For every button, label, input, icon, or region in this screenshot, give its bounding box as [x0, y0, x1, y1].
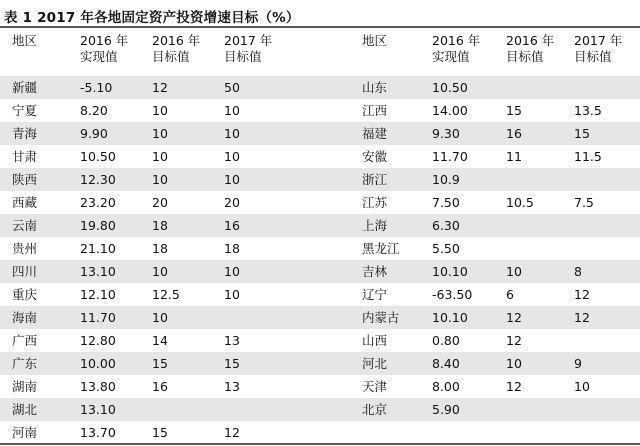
target-2017-cell: 10 [224, 149, 240, 164]
region-cell: 江苏 [362, 195, 388, 210]
table-row [0, 168, 640, 191]
actual-2016-cell: 23.20 [80, 195, 116, 210]
target-2017-cell: 15 [574, 126, 590, 141]
header-region-left: 地区 [12, 33, 38, 48]
table-row [0, 99, 640, 122]
target-2017-cell: 7.5 [574, 195, 594, 210]
actual-2016-cell: 0.80 [432, 333, 460, 348]
region-cell: 湖北 [12, 402, 38, 417]
target-2017-cell: 12 [574, 287, 590, 302]
target-2016-cell: 10 [152, 103, 168, 118]
region-cell: 河南 [12, 425, 38, 440]
region-cell: 北京 [362, 402, 388, 417]
actual-2016-cell: -63.50 [432, 287, 473, 302]
region-cell: 内蒙古 [362, 310, 400, 325]
target-2017-cell: 10 [224, 103, 240, 118]
region-cell: 甘肃 [12, 149, 38, 164]
target-2017-cell: 9 [574, 356, 582, 371]
region-cell: 广东 [12, 356, 38, 371]
actual-2016-cell: 5.90 [432, 402, 460, 417]
table-row [0, 76, 640, 99]
target-2017-cell: 12 [224, 425, 240, 440]
table-row [0, 306, 640, 329]
target-2017-cell: 11.5 [574, 149, 602, 164]
table-body [0, 76, 640, 444]
target-2016-cell: 12 [506, 333, 522, 348]
target-2016-cell: 10 [152, 264, 168, 279]
actual-2016-cell: 19.80 [80, 218, 116, 233]
actual-2016-cell: 13.70 [80, 425, 116, 440]
actual-2016-cell: 12.10 [80, 287, 116, 302]
region-cell: 海南 [12, 310, 38, 325]
header-2016-target-left: 2016 年 目标值 [152, 33, 201, 64]
actual-2016-cell: 10.10 [432, 310, 468, 325]
header-region-right: 地区 [362, 33, 388, 48]
target-2016-cell: 6 [506, 287, 514, 302]
region-cell: 云南 [12, 218, 38, 233]
table-row [0, 122, 640, 145]
target-2016-cell: 12 [506, 310, 522, 325]
actual-2016-cell: 12.80 [80, 333, 116, 348]
target-2016-cell: 15 [152, 425, 168, 440]
target-2016-cell: 12 [506, 379, 522, 394]
region-cell: 山西 [362, 333, 388, 348]
target-2016-cell: 15 [506, 103, 522, 118]
actual-2016-cell: 9.30 [432, 126, 460, 141]
target-2017-cell: 10 [224, 172, 240, 187]
target-2016-cell: 10 [506, 264, 522, 279]
header-2016-actual-left: 2016 年 实现值 [80, 33, 129, 64]
header-2016-target-right: 2016 年 目标值 [506, 33, 555, 64]
actual-2016-cell: 10.50 [80, 149, 116, 164]
actual-2016-cell: 10.50 [432, 80, 468, 95]
table-title: 表 1 2017 年各地固定资产投资增速目标（%） [4, 10, 300, 26]
target-2016-cell: 12 [152, 80, 168, 95]
region-cell: 青海 [12, 126, 38, 141]
region-cell: 新疆 [12, 80, 38, 95]
region-cell: 浙江 [362, 172, 388, 187]
table-header [0, 30, 640, 74]
actual-2016-cell: 12.30 [80, 172, 116, 187]
header-2017-target-left: 2017 年 目标值 [224, 33, 273, 64]
target-2017-cell: 50 [224, 80, 240, 95]
target-2017-cell: 8 [574, 264, 582, 279]
table-row [0, 145, 640, 168]
target-2016-cell: 20 [152, 195, 168, 210]
actual-2016-cell: 14.00 [432, 103, 468, 118]
actual-2016-cell: 9.90 [80, 126, 108, 141]
actual-2016-cell: 11.70 [432, 149, 468, 164]
target-2017-cell: 10 [224, 287, 240, 302]
region-cell: 西藏 [12, 195, 38, 210]
target-2016-cell: 11 [506, 149, 522, 164]
actual-2016-cell: 5.50 [432, 241, 460, 256]
table-row [0, 214, 640, 237]
target-2016-cell: 10 [152, 126, 168, 141]
region-cell: 江西 [362, 103, 388, 118]
target-2016-cell: 14 [152, 333, 168, 348]
actual-2016-cell: 8.40 [432, 356, 460, 371]
target-2017-cell: 20 [224, 195, 240, 210]
actual-2016-cell: 10.9 [432, 172, 460, 187]
actual-2016-cell: 13.10 [80, 264, 116, 279]
target-2017-cell: 18 [224, 241, 240, 256]
region-cell: 陕西 [12, 172, 38, 187]
region-cell: 天津 [362, 379, 388, 394]
table-row [0, 329, 640, 352]
table-row [0, 260, 640, 283]
target-2017-cell: 13 [224, 379, 240, 394]
target-2017-cell: 16 [224, 218, 240, 233]
region-cell: 上海 [362, 218, 388, 233]
target-2017-cell: 13.5 [574, 103, 602, 118]
target-2016-cell: 15 [152, 356, 168, 371]
target-2016-cell: 18 [152, 218, 168, 233]
target-2016-cell: 10 [152, 310, 168, 325]
target-2017-cell: 12 [574, 310, 590, 325]
target-2017-cell: 13 [224, 333, 240, 348]
region-cell: 河北 [362, 356, 388, 371]
target-2016-cell: 12.5 [152, 287, 180, 302]
actual-2016-cell: 8.20 [80, 103, 108, 118]
target-2016-cell: 16 [152, 379, 168, 394]
actual-2016-cell: 11.70 [80, 310, 116, 325]
target-2016-cell: 10 [152, 172, 168, 187]
region-cell: 黑龙江 [362, 241, 400, 256]
table-row [0, 421, 640, 444]
region-cell: 辽宁 [362, 287, 388, 302]
table-row [0, 375, 640, 398]
region-cell: 贵州 [12, 241, 38, 256]
actual-2016-cell: 7.50 [432, 195, 460, 210]
region-cell: 湖南 [12, 379, 38, 394]
actual-2016-cell: 21.10 [80, 241, 116, 256]
target-2017-cell: 10 [224, 264, 240, 279]
target-2017-cell: 10 [224, 126, 240, 141]
target-2016-cell: 16 [506, 126, 522, 141]
target-2017-cell: 10 [574, 379, 590, 394]
actual-2016-cell: 13.10 [80, 402, 116, 417]
top-rule [0, 26, 640, 28]
bottom-rule [0, 443, 640, 445]
region-cell: 山东 [362, 80, 388, 95]
header-2017-target-right: 2017 年 目标值 [574, 33, 623, 64]
actual-2016-cell: 10.00 [80, 356, 116, 371]
table-row [0, 283, 640, 306]
region-cell: 重庆 [12, 287, 38, 302]
region-cell: 宁夏 [12, 103, 38, 118]
region-cell: 广西 [12, 333, 38, 348]
region-cell: 吉林 [362, 264, 388, 279]
actual-2016-cell: 8.00 [432, 379, 460, 394]
table-row [0, 352, 640, 375]
target-2016-cell: 10.5 [506, 195, 534, 210]
actual-2016-cell: -5.10 [80, 80, 113, 95]
table-row [0, 191, 640, 214]
target-2016-cell: 10 [506, 356, 522, 371]
region-cell: 福建 [362, 126, 388, 141]
region-cell: 四川 [12, 264, 38, 279]
target-2017-cell: 15 [224, 356, 240, 371]
table-row [0, 237, 640, 260]
table-row [0, 398, 640, 421]
actual-2016-cell: 13.80 [80, 379, 116, 394]
target-2016-cell: 10 [152, 149, 168, 164]
target-2016-cell: 18 [152, 241, 168, 256]
region-cell: 安徽 [362, 149, 388, 164]
actual-2016-cell: 10.10 [432, 264, 468, 279]
actual-2016-cell: 6.30 [432, 218, 460, 233]
header-2016-actual-right: 2016 年 实现值 [432, 33, 481, 64]
